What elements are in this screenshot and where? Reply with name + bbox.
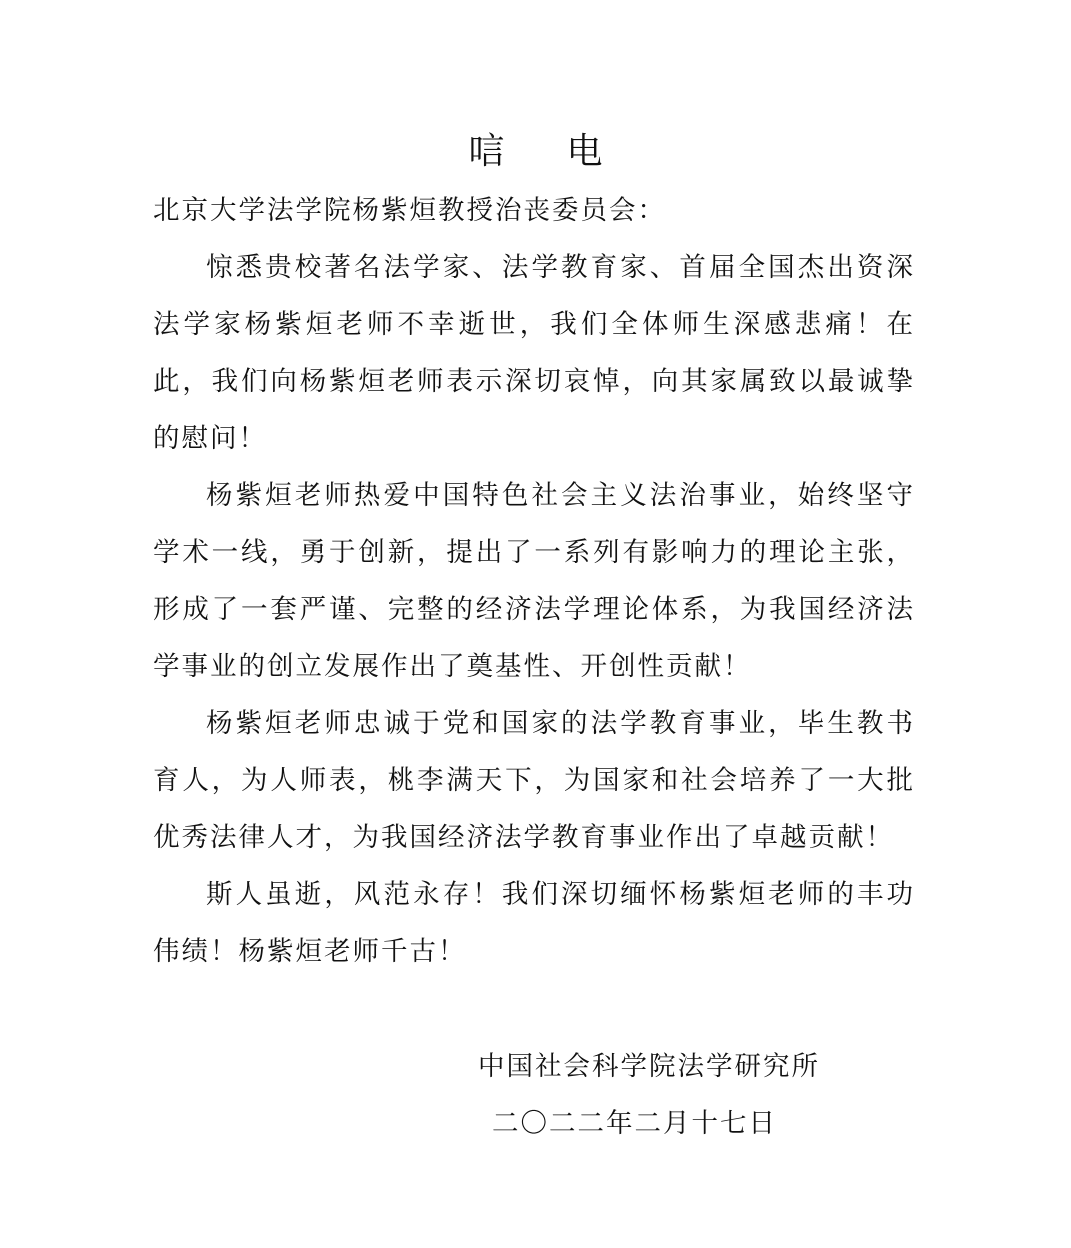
paragraph-education-contribution: 杨紫烜老师忠诚于党和国家的法学教育事业，毕生教书育人，为人师表，桃李满天下，为国家和社会培养了一大批优秀法律人才，为我国经济法学教育事业作出了卓越贡献！ [153, 708, 915, 853]
signature-date: 二〇二二年二月十七日 [492, 1108, 777, 1139]
signature-organization: 中国社会科学院法学研究所 [478, 1051, 820, 1082]
title-char-1: 唁 [468, 131, 505, 172]
paragraph-condolence: 惊悉贵校著名法学家、法学教育家、首届全国杰出资深法学家杨紫烜老师不幸逝世，我们全体师生深感悲痛！在此，我们向杨紫烜老师表示深切哀悼，向其家属致以最诚挚的慰问！ [153, 252, 915, 454]
salutation: 北京大学法学院杨紫烜教授治丧委员会： [153, 195, 666, 226]
letter-body [153, 182, 915, 980]
title-char-2: 电 [566, 131, 603, 172]
signature-block [478, 1038, 820, 1152]
document-title [0, 128, 1071, 176]
paragraph-academic-contribution: 杨紫烜老师热爱中国特色社会主义法治事业，始终坚守学术一线，勇于创新，提出了一系列有影响力的理论主张，形成了一套严谨、完整的经济法学理论体系，为我国经济法学事业的创立发展作出了奠基性、开创性贡献！ [153, 480, 915, 682]
paragraph-memorial: 斯人虽逝，风范永存！我们深切缅怀杨紫烜老师的丰功伟绩！杨紫烜老师千古！ [153, 879, 915, 967]
